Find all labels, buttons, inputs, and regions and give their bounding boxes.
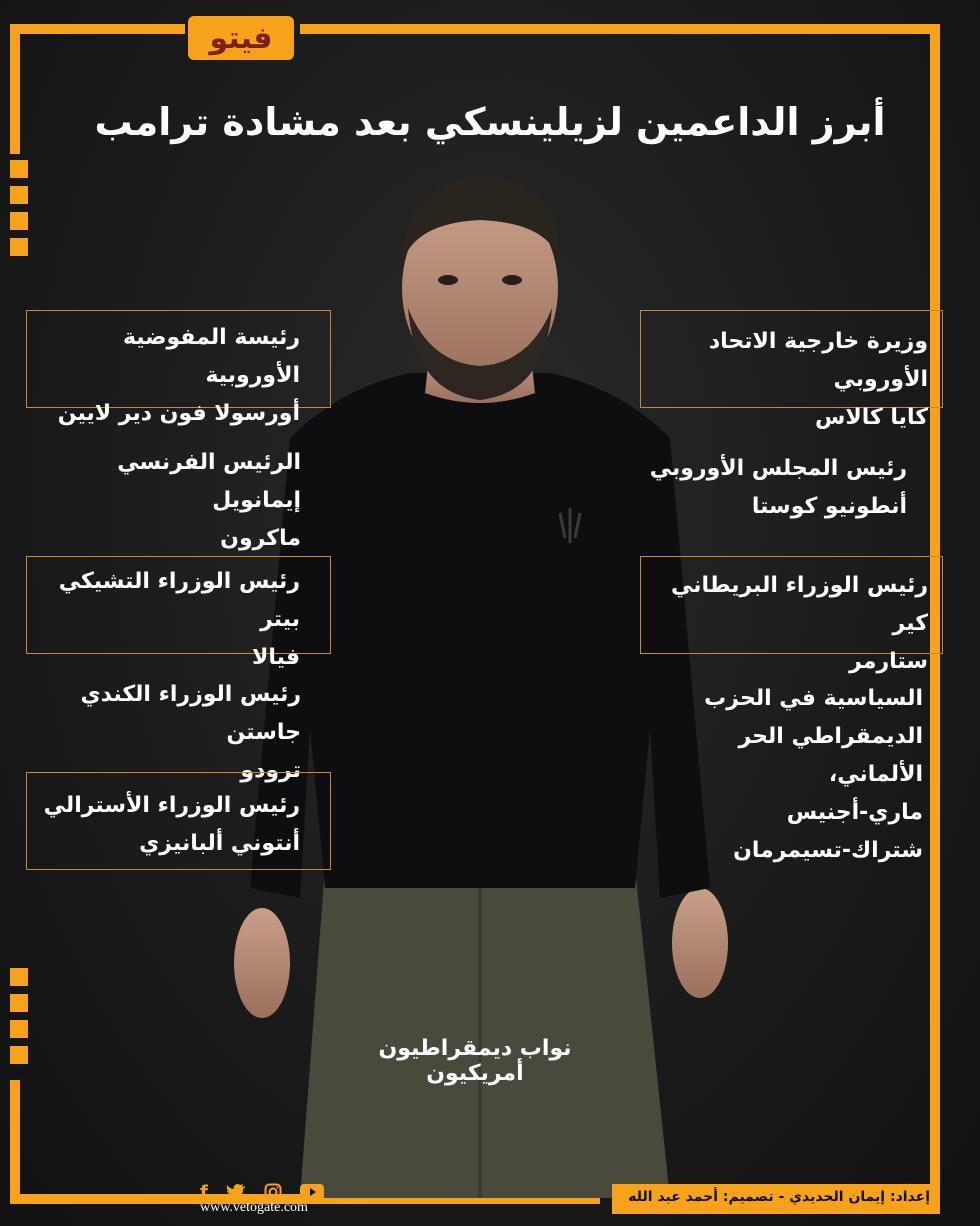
youtube-icon[interactable] xyxy=(300,1183,324,1201)
supporter-name: أورسولا فون دير لايين xyxy=(57,401,300,426)
supporter-title: رئيسة المفوضية الأوروبية xyxy=(122,325,300,388)
supporter-left-4 xyxy=(26,676,331,783)
twitter-icon[interactable] xyxy=(226,1183,246,1201)
supporter-title: الرئيس الفرنسي إيمانويل xyxy=(117,450,301,513)
instagram-icon[interactable] xyxy=(264,1183,282,1201)
supporter-title: رئيس الوزراء التشيكي بيتر xyxy=(58,569,300,632)
supporter-name: ستارمر xyxy=(849,649,928,674)
supporter-name-cont: شتراك-تسيمرمان xyxy=(733,838,923,863)
frame-dashes-top xyxy=(10,160,28,264)
supporter-title-cont: الديمقراطي الحر الألماني، xyxy=(738,724,923,787)
supporter-left-5 xyxy=(26,772,331,870)
bottom-supporter-note: نواب ديمقراطيون أمريكيون xyxy=(378,1036,572,1086)
supporter-title: رئيس الوزراء الكندي جاستن xyxy=(80,682,301,745)
supporter-name: ترودو xyxy=(240,758,301,783)
supporter-left-1 xyxy=(26,310,331,426)
supporter-title: رئيس المجلس الأوروبي xyxy=(649,456,907,481)
supporter-right-4 xyxy=(640,680,943,863)
frame-left-bar-bottom xyxy=(10,1080,20,1204)
veto-logo[interactable] xyxy=(188,16,294,60)
supporter-name: أنطونيو كوستا xyxy=(751,494,907,519)
frame-top-bar xyxy=(10,24,185,34)
supporter-right-1 xyxy=(640,310,943,430)
supporter-name: كايا كالاس xyxy=(814,405,928,430)
page-title: أبرز الداعمين لزيلينسكي بعد مشادة ترامب xyxy=(94,100,886,144)
supporter-name: فيالا xyxy=(251,645,300,670)
supporter-title: وزيرة خارجية الاتحاد الأوروبي xyxy=(708,329,928,392)
supporter-title: السياسية في الحزب xyxy=(704,686,923,711)
supporter-name: ماري-أجنيس xyxy=(786,800,923,825)
supporter-right-3 xyxy=(640,556,943,674)
frame-dashes-bottom xyxy=(10,968,28,1072)
credits-bar: إعداد: إيمان الحديدي - تصميم: أحمد عبد الله xyxy=(612,1184,940,1214)
frame-top-bar-right xyxy=(300,24,930,34)
supporter-name: أنتوني ألبانيزي xyxy=(139,831,300,856)
facebook-icon[interactable]: f xyxy=(200,1181,208,1203)
supporter-title: رئيس الوزراء الأسترالي xyxy=(43,793,300,818)
supporter-left-2 xyxy=(26,444,331,551)
website-url[interactable]: www.vetogate.com xyxy=(200,1200,308,1215)
supporter-right-2 xyxy=(640,450,943,530)
logo-text: فيتو xyxy=(209,20,273,56)
supporter-left-3 xyxy=(26,556,331,670)
supporter-title: رئيس الوزراء البريطاني كير xyxy=(671,573,928,636)
supporter-name: ماكرون xyxy=(220,526,301,551)
